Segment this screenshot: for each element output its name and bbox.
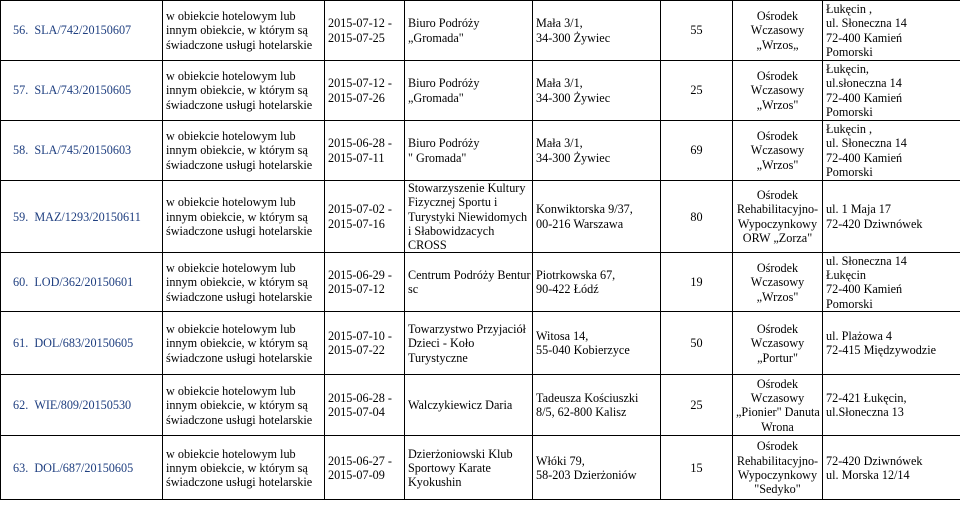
venue-line: „Pionier" Danuta bbox=[736, 405, 820, 420]
cell-venue bbox=[733, 1, 823, 61]
venue-line: „Portur" bbox=[757, 350, 798, 365]
dates-line: 2015-06-28 - bbox=[328, 136, 392, 151]
row-ordinal: 62. bbox=[13, 398, 29, 413]
organizer-line: Fizycznej Sportu i bbox=[408, 195, 498, 210]
organizer-address-line: Konwiktorska 9/37, bbox=[536, 202, 633, 217]
organizer-line: Sportowy Karate bbox=[408, 460, 491, 475]
venue-line: Ośrodek bbox=[756, 188, 799, 203]
organizer-line: Biuro Podróży bbox=[408, 136, 480, 151]
venue-line: ORW „Zorza" bbox=[742, 231, 813, 246]
cell-organizer bbox=[405, 121, 533, 181]
venue-address-line: ul. Słoneczna 14 bbox=[826, 253, 907, 268]
venue-address-line: ul. Słoneczna 14 bbox=[826, 16, 907, 31]
cell-registration-number bbox=[1, 181, 163, 253]
cell-dates bbox=[325, 253, 405, 312]
cell-venue-address bbox=[823, 436, 960, 500]
service-type-line: świadczone usługi hotelarskie bbox=[166, 475, 313, 490]
cell-dates bbox=[325, 121, 405, 181]
dates-line: 2015-07-25 bbox=[328, 30, 385, 45]
dates-line: 2015-07-16 bbox=[328, 216, 385, 231]
venue-address-line: Łukęcin, bbox=[826, 61, 869, 76]
organizer-line: Dzieci - Koło bbox=[408, 336, 475, 351]
row-ordinal: 57. bbox=[13, 83, 29, 98]
cell-registration-number bbox=[1, 312, 163, 375]
row-ordinal: 56. bbox=[13, 23, 29, 38]
row-ordinal: 63. bbox=[13, 460, 29, 475]
organizer-address-line: Włóki 79, bbox=[536, 453, 585, 468]
venue-line: „Wrzos" bbox=[756, 97, 799, 112]
dates-line: 2015-07-22 bbox=[328, 343, 385, 358]
organizer-line: „Gromada" bbox=[408, 30, 464, 45]
row-ordinal: 58. bbox=[13, 143, 29, 158]
cell-organizer-address bbox=[533, 436, 661, 500]
cell-service-type bbox=[163, 121, 325, 181]
dates-line: 2015-07-12 bbox=[328, 282, 385, 297]
venue-address-line: ul. Morska 12/14 bbox=[826, 467, 910, 482]
venue-line: Wypoczynkowy bbox=[737, 216, 818, 231]
dates-line: 2015-07-09 bbox=[328, 467, 385, 482]
table-row bbox=[1, 61, 960, 121]
venue-address-line: 72-400 Kamień bbox=[826, 30, 903, 45]
service-type-line: w obiekcie hotelowym lub bbox=[166, 69, 296, 84]
cell-dates bbox=[325, 61, 405, 121]
service-type-line: świadczone usługi hotelarskie bbox=[166, 157, 313, 172]
venue-line: Rehabilitacyjno- bbox=[736, 453, 819, 468]
service-type-line: innym obiekcie, w którym są bbox=[166, 398, 308, 413]
dates-line: 2015-07-11 bbox=[328, 150, 385, 165]
cell-organizer-address bbox=[533, 375, 661, 436]
cell-service-type bbox=[163, 181, 325, 253]
table-row bbox=[1, 253, 960, 312]
organizer-address-line: 55-040 Kobierzyce bbox=[536, 343, 630, 358]
dates-line: 2015-07-04 bbox=[328, 405, 385, 420]
participant-count: 25 bbox=[690, 398, 703, 413]
service-type-line: świadczone usługi hotelarskie bbox=[166, 97, 313, 112]
registration-number: SLA/743/20150605 bbox=[34, 83, 132, 98]
cell-service-type bbox=[163, 253, 325, 312]
cell-registration-number bbox=[1, 1, 163, 61]
service-type-line: świadczone usługi hotelarskie bbox=[166, 350, 313, 365]
venue-line: Ośrodek bbox=[756, 9, 799, 24]
cell-venue-address bbox=[823, 181, 960, 253]
service-type-line: w obiekcie hotelowym lub bbox=[166, 261, 296, 276]
dates-line: 2015-07-12 - bbox=[328, 16, 392, 31]
cell-venue bbox=[733, 61, 823, 121]
organizer-line: Turystyki Niewidomych bbox=[408, 209, 528, 224]
dates-line: 2015-07-10 - bbox=[328, 329, 392, 344]
cell-dates bbox=[325, 312, 405, 375]
venue-address-line: ul. 1 Maja 17 bbox=[826, 202, 891, 217]
cell-organizer bbox=[405, 181, 533, 253]
cell-organizer-address bbox=[533, 121, 661, 181]
cell-participants bbox=[661, 312, 733, 375]
cell-registration-number bbox=[1, 436, 163, 500]
venue-address-line: ul. Słoneczna 14 bbox=[826, 136, 907, 151]
organizer-address-line: Piotrkowska 67, bbox=[536, 268, 616, 283]
cell-participants bbox=[661, 121, 733, 181]
registration-number: MAZ/1293/20150611 bbox=[34, 209, 141, 224]
organizer-line: Dzierżoniowski Klub bbox=[408, 446, 513, 461]
cell-participants bbox=[661, 253, 733, 312]
participant-count: 15 bbox=[690, 460, 703, 475]
service-type-line: innym obiekcie, w którym są bbox=[166, 23, 308, 38]
organizer-line: Stowarzyszenie Kultury bbox=[408, 181, 526, 195]
row-ordinal: 60. bbox=[13, 275, 29, 290]
cell-organizer bbox=[405, 375, 533, 436]
cell-registration-number bbox=[1, 121, 163, 181]
cell-venue-address bbox=[823, 121, 960, 181]
service-type-line: innym obiekcie, w którym są bbox=[166, 275, 308, 290]
organizer-line: Biuro Podróży bbox=[408, 76, 480, 91]
organizer-line: sc bbox=[408, 282, 419, 297]
service-type-line: świadczone usługi hotelarskie bbox=[166, 223, 313, 238]
organizer-line: Walczykiewicz Daria bbox=[408, 398, 513, 413]
cell-organizer bbox=[405, 253, 533, 312]
cell-dates bbox=[325, 1, 405, 61]
venue-line: „Wrzos„ bbox=[756, 37, 799, 52]
cell-organizer-address bbox=[533, 1, 661, 61]
cell-organizer bbox=[405, 1, 533, 61]
venue-line: Rehabilitacyjno- bbox=[736, 202, 819, 217]
cell-participants bbox=[661, 1, 733, 61]
venue-address-line: 72-400 Kamień bbox=[826, 150, 903, 165]
registration-number: SLA/745/20150603 bbox=[34, 143, 132, 158]
venue-address-line: Pomorski bbox=[826, 44, 873, 59]
organizer-line: Turystyczne bbox=[408, 350, 468, 365]
organizer-address-line: 34-300 Żywiec bbox=[536, 30, 611, 45]
service-type-line: innym obiekcie, w którym są bbox=[166, 460, 308, 475]
venue-line: Ośrodek bbox=[756, 261, 799, 276]
table-row bbox=[1, 1, 960, 61]
registration-number: WIE/809/20150530 bbox=[34, 398, 132, 413]
cell-organizer-address bbox=[533, 181, 661, 253]
service-type-line: innym obiekcie, w którym są bbox=[166, 336, 308, 351]
venue-address-line: Łukęcin bbox=[826, 268, 866, 283]
service-type-line: świadczone usługi hotelarskie bbox=[166, 289, 313, 304]
cell-service-type bbox=[163, 312, 325, 375]
table-row bbox=[1, 181, 960, 253]
cell-participants bbox=[661, 181, 733, 253]
service-type-line: w obiekcie hotelowym lub bbox=[166, 322, 296, 337]
cell-venue bbox=[733, 312, 823, 375]
organizer-line: CROSS bbox=[408, 238, 447, 253]
cell-service-type bbox=[163, 436, 325, 500]
cell-registration-number bbox=[1, 61, 163, 121]
service-type-line: w obiekcie hotelowym lub bbox=[166, 446, 296, 461]
organizer-address-line: 34-300 Żywiec bbox=[536, 90, 611, 105]
registration-number: LOD/362/20150601 bbox=[34, 275, 134, 290]
table-row bbox=[1, 436, 960, 500]
cell-venue-address bbox=[823, 1, 960, 61]
cell-organizer-address bbox=[533, 61, 661, 121]
venue-address-line: Pomorski bbox=[826, 104, 873, 119]
cell-organizer bbox=[405, 312, 533, 375]
venue-address-line: Pomorski bbox=[826, 164, 873, 179]
cell-venue bbox=[733, 375, 823, 436]
dates-line: 2015-07-02 - bbox=[328, 202, 392, 217]
registration-number: SLA/742/20150607 bbox=[34, 23, 132, 38]
cell-venue-address bbox=[823, 312, 960, 375]
organizer-line: i Słabowidzacych bbox=[408, 223, 495, 238]
cell-venue-address bbox=[823, 61, 960, 121]
cell-organizer-address bbox=[533, 312, 661, 375]
registration-number: DOL/687/20150605 bbox=[34, 460, 134, 475]
venue-address-line: Łukęcin , bbox=[826, 121, 873, 136]
organizer-line: Centrum Podróży Bentur bbox=[408, 268, 531, 283]
venue-address-line: 72-421 Łukęcin, bbox=[826, 391, 907, 406]
venue-address-line: ul.Słoneczna 13 bbox=[826, 405, 904, 420]
dates-line: 2015-06-27 - bbox=[328, 453, 392, 468]
table-row bbox=[1, 375, 960, 436]
organizer-line: „Gromada" bbox=[408, 90, 464, 105]
cell-participants bbox=[661, 61, 733, 121]
participant-count: 55 bbox=[690, 23, 703, 38]
dates-line: 2015-06-29 - bbox=[328, 268, 392, 283]
venue-line: Wczasowy bbox=[750, 391, 805, 406]
cell-registration-number bbox=[1, 253, 163, 312]
organizer-address-line: 58-203 Dzierżoniów bbox=[536, 467, 637, 482]
service-type-line: świadczone usługi hotelarskie bbox=[166, 412, 313, 427]
row-ordinal: 61. bbox=[13, 336, 29, 351]
dates-line: 2015-06-28 - bbox=[328, 391, 392, 406]
cell-venue-address bbox=[823, 375, 960, 436]
service-type-line: innym obiekcie, w którym są bbox=[166, 209, 308, 224]
venue-line: Wrona bbox=[761, 419, 794, 434]
organizer-line: Towarzystwo Przyjaciół bbox=[408, 322, 526, 337]
cell-venue bbox=[733, 121, 823, 181]
venue-line: Ośrodek bbox=[756, 129, 799, 144]
venue-line: Ośrodek bbox=[756, 439, 799, 454]
cell-dates bbox=[325, 436, 405, 500]
organizer-address-line: 00-216 Warszawa bbox=[536, 216, 624, 231]
service-type-line: świadczone usługi hotelarskie bbox=[166, 37, 313, 52]
organizer-line: Kyokushin bbox=[408, 475, 462, 490]
participant-count: 25 bbox=[690, 83, 703, 98]
venue-address-line: ul. Plażowa 4 bbox=[826, 329, 893, 344]
organizer-address-line: 34-300 Żywiec bbox=[536, 150, 611, 165]
row-ordinal: 59. bbox=[13, 209, 29, 224]
cell-dates bbox=[325, 181, 405, 253]
table-row bbox=[1, 121, 960, 181]
service-type-line: innym obiekcie, w którym są bbox=[166, 143, 308, 158]
venue-line: Wczasowy bbox=[750, 275, 805, 290]
dates-line: 2015-07-26 bbox=[328, 90, 385, 105]
cell-service-type bbox=[163, 1, 325, 61]
service-type-line: innym obiekcie, w którym są bbox=[166, 83, 308, 98]
cell-venue-address bbox=[823, 253, 960, 312]
organizer-line: " Gromada" bbox=[408, 150, 467, 165]
cell-organizer bbox=[405, 61, 533, 121]
service-type-line: w obiekcie hotelowym lub bbox=[166, 195, 296, 210]
venue-line: Ośrodek bbox=[756, 376, 799, 391]
venue-line: „Wrzos" bbox=[756, 289, 799, 304]
venue-address-line: Pomorski bbox=[826, 296, 873, 311]
venue-address-line: 72-420 Dziwnówek bbox=[826, 453, 923, 468]
table-row bbox=[1, 312, 960, 375]
cell-organizer-address bbox=[533, 253, 661, 312]
venue-line: "Sedyko" bbox=[754, 482, 801, 497]
organizer-address-line: 90-422 Łódź bbox=[536, 282, 599, 297]
cell-dates bbox=[325, 375, 405, 436]
organizer-address-line: Mała 3/1, bbox=[536, 16, 583, 31]
organizer-address-line: 8/5, 62-800 Kalisz bbox=[536, 405, 627, 420]
venue-address-line: 72-420 Dziwnówek bbox=[826, 216, 923, 231]
cell-service-type bbox=[163, 61, 325, 121]
venue-address-line: 72-400 Kamień bbox=[826, 90, 903, 105]
venue-line: Ośrodek bbox=[756, 322, 799, 337]
service-type-line: w obiekcie hotelowym lub bbox=[166, 9, 296, 24]
cell-participants bbox=[661, 375, 733, 436]
venue-line: Wczasowy bbox=[750, 336, 805, 351]
venue-address-line: Łukęcin , bbox=[826, 1, 873, 16]
venue-line: Wczasowy bbox=[750, 83, 805, 98]
cell-participants bbox=[661, 436, 733, 500]
venue-address-line: 72-415 Międzywodzie bbox=[826, 343, 936, 358]
registry-table-body bbox=[1, 1, 960, 500]
venue-line: Ośrodek bbox=[756, 69, 799, 84]
organizer-address-line: Tadeusza Kościuszki bbox=[536, 391, 639, 406]
cell-organizer bbox=[405, 436, 533, 500]
participant-count: 69 bbox=[690, 143, 703, 158]
organizer-address-line: Mała 3/1, bbox=[536, 76, 583, 91]
organizer-address-line: Mała 3/1, bbox=[536, 136, 583, 151]
cell-venue bbox=[733, 181, 823, 253]
cell-venue bbox=[733, 253, 823, 312]
organizer-line: Biuro Podróży bbox=[408, 16, 480, 31]
venue-line: Wypoczynkowy bbox=[737, 467, 818, 482]
venue-address-line: 72-400 Kamień bbox=[826, 282, 903, 297]
venue-line: „Wrzos" bbox=[756, 157, 799, 172]
venue-line: Wczasowy bbox=[750, 143, 805, 158]
venue-line: Wczasowy bbox=[750, 23, 805, 38]
service-type-line: w obiekcie hotelowym lub bbox=[166, 384, 296, 399]
participant-count: 50 bbox=[690, 336, 703, 351]
cell-registration-number bbox=[1, 375, 163, 436]
participant-count: 19 bbox=[690, 275, 703, 290]
venue-address-line: ul.słoneczna 14 bbox=[826, 76, 902, 91]
registration-number: DOL/683/20150605 bbox=[34, 336, 134, 351]
participant-count: 80 bbox=[690, 209, 703, 224]
organizer-address-line: Witosa 14, bbox=[536, 329, 589, 344]
service-type-line: w obiekcie hotelowym lub bbox=[166, 129, 296, 144]
cell-venue bbox=[733, 436, 823, 500]
dates-line: 2015-07-12 - bbox=[328, 76, 392, 91]
cell-service-type bbox=[163, 375, 325, 436]
